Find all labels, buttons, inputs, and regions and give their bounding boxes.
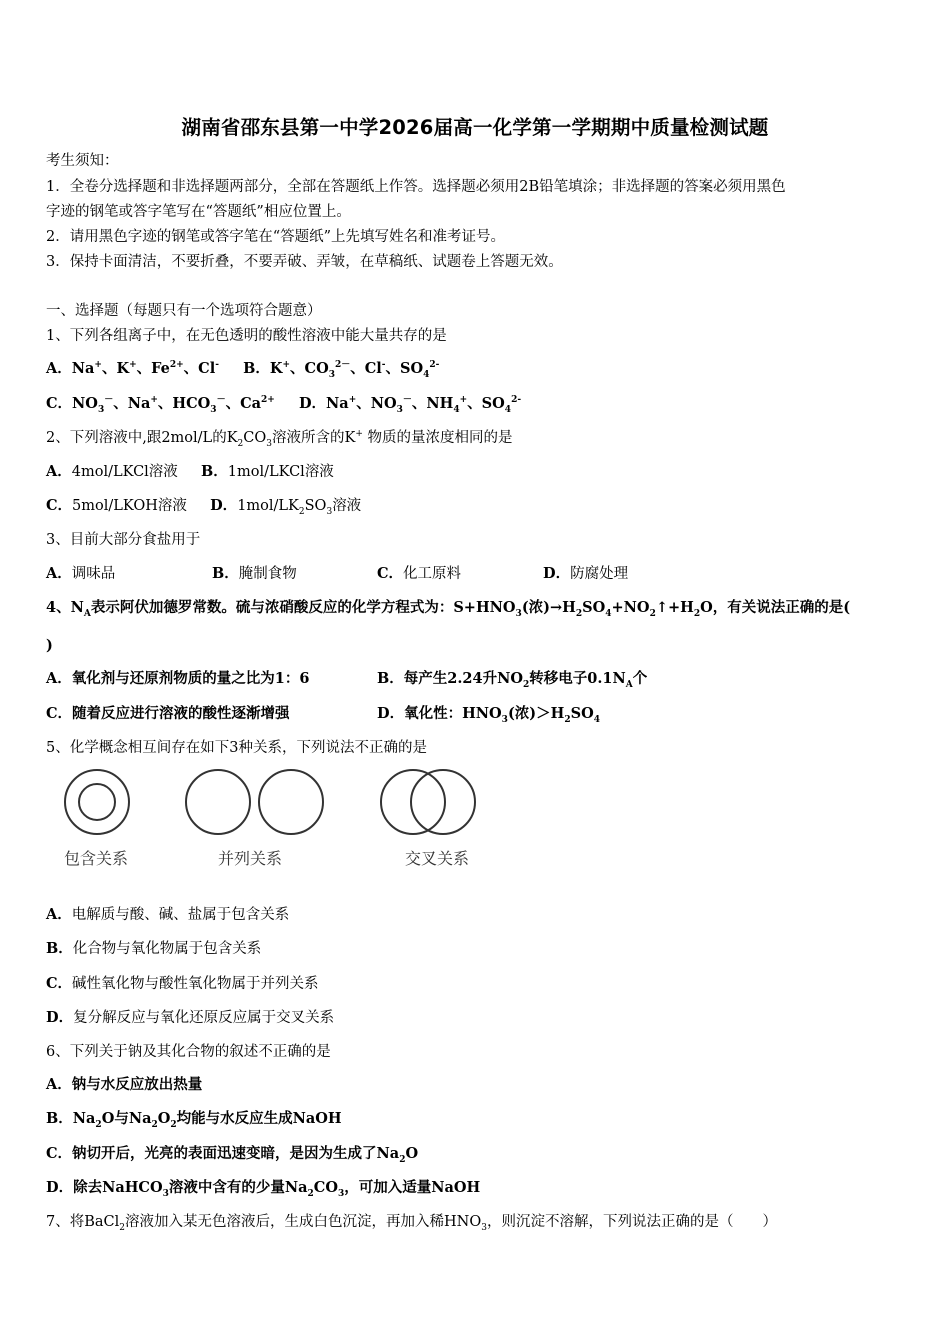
- question-4-option-c: C．随着反应进行溶液的酸性逐渐增强: [46, 705, 290, 722]
- question-6-option-b: B．$Na_2O$与$Na_2O_2$均能与水反应生成NaOH: [46, 1110, 342, 1130]
- option-c-label: C．: [46, 395, 73, 412]
- question-6-option-d: D．除去NaHCO$_3$溶液中含有的少量$Na_2CO_3$，可加入适量NaOH: [46, 1179, 481, 1199]
- question-1-stem: 1、下列各组离子中，在无色透明的酸性溶液中能大量共存的是: [46, 328, 447, 344]
- parallel-label: 并列关系: [218, 849, 283, 868]
- question-2-options-ab: A．4mol/LKCl溶液 B．1mol/LKCl溶液: [46, 463, 334, 480]
- question-6-stem: 6、下列关于钠及其化合物的叙述不正确的是: [46, 1044, 331, 1060]
- question-4-stem: 4、$N_A$表示阿伏加德罗常数。硫与浓硝酸反应的化学方程式为：$S+HNO_3$(浓)$\to H_2SO_4+NO_2↑+H_2O$，有关说法正确的是(: [46, 599, 851, 619]
- question-3-option-c: C．化工原料: [377, 565, 462, 582]
- question-5-option-a: A．电解质与酸、碱、盐属于包含关系: [46, 906, 290, 923]
- question-3-stem: 3、目前大部分食盐用于: [46, 532, 201, 548]
- question-6-option-c: C．钠切开后，光亮的表面迅速变暗，是因为生成了$Na_2O$: [46, 1145, 419, 1165]
- question-4-stem-cont: ): [46, 637, 53, 654]
- question-2-options-cd: C．5mol/LKOH溶液 D．$1mol/LK_2SO_3$溶液: [46, 497, 362, 517]
- question-7-stem: 7、将BaCl$_2$溶液加入某无色溶液后，生成白色沉淀，再加入稀$HNO_3$，则沉淀不溶解，下列说法正确的是（ ）: [46, 1214, 777, 1233]
- notice-item: 2．请用黑色字迹的钢笔或答字笔在“答题纸”上先填写姓名和准考证号。: [46, 229, 506, 245]
- notice-item: 3．保持卡面清洁，不要折叠，不要弄破、弄皱，在草稿纸、试题卷上答题无效。: [46, 254, 563, 270]
- question-4-option-d: D．氧化性：$HNO_3$(浓)$>H_2SO_4$: [377, 705, 600, 725]
- question-1-options-cd: C．$NO_3^-$、Na+、$HCO_3^-$、$Ca^{2+}$ D．Na+、$NO_3^-$、$NH_4^+$、$SO_4^{2-}$: [46, 395, 522, 415]
- page-title: 湖南省邵东县第一中学2026届高一化学第一学期期中质量检测试题: [181, 116, 769, 139]
- notice-item: 1．全卷分选择题和非选择题两部分，全部在答题纸上作答。选择题必须用2B铅笔填涂；非选择题的答案必须用黑色: [46, 179, 786, 195]
- question-2-stem: 2、下列溶液中,跟2mol/L的$K_2CO_3$溶液所含的K+ 物质的量浓度相同的是: [46, 429, 513, 449]
- relationship-diagram: [50, 764, 500, 876]
- inclusion-label: 包含关系: [64, 849, 129, 868]
- question-5-stem: 5、化学概念相互间存在如下3种关系，下列说法不正确的是: [46, 740, 427, 756]
- question-5-option-b: B．化合物与氧化物属于包含关系: [46, 940, 262, 957]
- question-5-option-c: C．碱性氧化物与酸性氧化物属于并列关系: [46, 975, 319, 992]
- question-3-option-d: D．防腐处理: [543, 565, 629, 582]
- question-1-options-ab: A．Na+、K+、$Fe^{2+}$、Cl- B．K+、$CO_3^{2-}$、Cl-、$SO_4^{2-}$: [46, 360, 440, 380]
- question-5-option-d: D．复分解反应与氧化还原反应属于交叉关系: [46, 1009, 335, 1026]
- parallel-diagram: [186, 770, 323, 868]
- section-heading: 一、选择题（每题只有一个选项符合题意）: [46, 303, 322, 319]
- question-3-option-a: A．调味品: [46, 565, 116, 582]
- question-4-option-a: A．氧化剂与还原剂物质的量之比为1：6: [46, 670, 310, 687]
- question-3-option-b: B．腌制食物: [212, 565, 297, 582]
- intersection-diagram: [381, 770, 475, 868]
- option-a-label: A．: [46, 360, 72, 377]
- notice-heading: 考生须知：: [46, 153, 119, 169]
- option-d-label: D．: [298, 395, 327, 412]
- question-6-option-a: A．钠与水反应放出热量: [46, 1076, 203, 1093]
- notice-item: 字迹的钢笔或答字笔写在“答题纸”相应位置上。: [46, 204, 351, 220]
- intersection-label: 交叉关系: [405, 849, 470, 868]
- inclusion-diagram: [64, 770, 129, 868]
- question-4-option-b: B．每产生2.24升$NO_2$转移电子$0.1N_A$个: [377, 670, 648, 690]
- option-b-label: B．: [243, 360, 270, 377]
